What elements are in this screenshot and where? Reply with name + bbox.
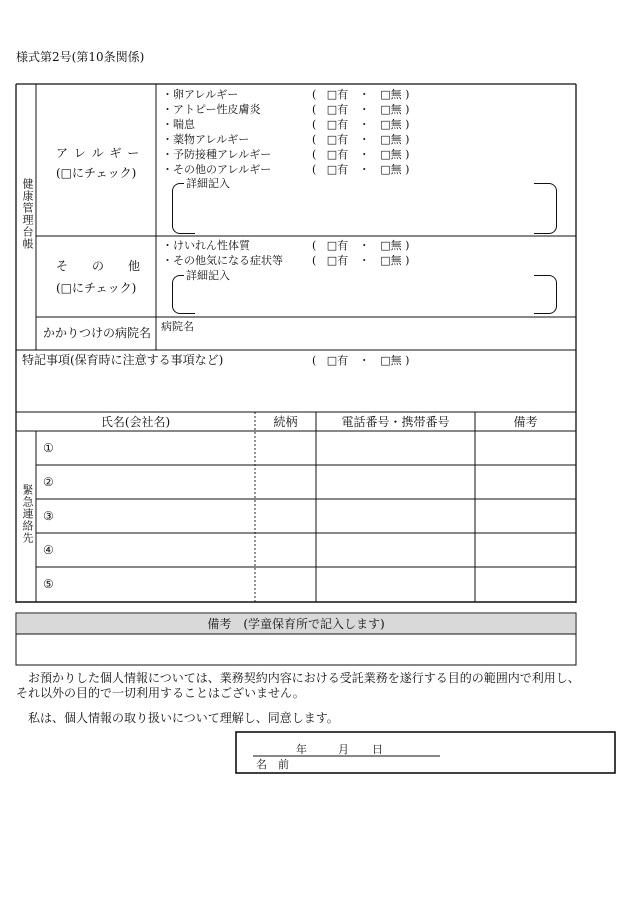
- allergy-detail-input[interactable]: [196, 190, 532, 228]
- other-item: ・けいれん性体質: [162, 239, 250, 252]
- consent-statement: 私は、個人情報の取り扱いについて理解し、同意します。: [28, 711, 339, 725]
- checkbox-yes[interactable]: □有: [326, 103, 349, 116]
- option-row: [312, 163, 409, 177]
- paren-close: ): [405, 118, 410, 131]
- separator-dot: ・: [358, 163, 370, 176]
- hospital-name-input[interactable]: [200, 320, 570, 346]
- paren-close: ): [405, 354, 410, 367]
- privacy-notice-line2: それ以外の目的で一切利用することはございません。: [16, 686, 305, 700]
- table-row-number: ⑤: [43, 577, 54, 591]
- checkbox-yes[interactable]: □有: [326, 254, 349, 267]
- col-header-relation: 続柄: [273, 415, 298, 429]
- emergency-contact-side-label: 緊急連絡先: [21, 484, 34, 544]
- hospital-label: かかりつけの病院名: [43, 326, 152, 340]
- separator-dot: ・: [358, 148, 370, 161]
- checkbox-yes[interactable]: □有: [326, 133, 349, 146]
- option-row: [312, 354, 409, 368]
- contact-name-input[interactable]: [60, 535, 253, 565]
- table-row-number: ①: [43, 441, 54, 455]
- checkbox-yes[interactable]: □有: [326, 148, 349, 161]
- detail-bracket-right: [534, 275, 557, 314]
- paren-open: (: [312, 354, 317, 367]
- separator-dot: ・: [358, 133, 370, 146]
- contact-name-input[interactable]: [60, 467, 253, 497]
- allergy-detail-label: 詳細記入: [186, 177, 230, 190]
- special-notes-label: 特記事項(保育時に注意する事項など): [22, 353, 224, 367]
- paren-open: (: [312, 163, 317, 176]
- checkbox-no[interactable]: □無: [380, 118, 402, 131]
- table-row-number: ④: [43, 543, 54, 557]
- name-label: 名 前: [256, 758, 289, 771]
- checkbox-no[interactable]: □無: [380, 354, 402, 367]
- date-day-label: 日: [372, 743, 383, 756]
- separator-dot: ・: [358, 103, 370, 116]
- hospital-field-label: 病院名: [161, 320, 194, 333]
- paren-open: (: [312, 103, 317, 116]
- option-row: [312, 88, 409, 102]
- separator-dot: ・: [358, 118, 370, 131]
- checkbox-no[interactable]: □無: [380, 148, 402, 161]
- signature-name-input[interactable]: [300, 758, 600, 771]
- separator-dot: ・: [358, 254, 370, 267]
- health-ledger-side-label: 健康管理台帳: [21, 178, 34, 250]
- date-month-label: 月: [338, 743, 349, 756]
- detail-bracket-right: [534, 183, 557, 234]
- paren-close: ): [405, 163, 410, 176]
- option-row: [312, 254, 409, 268]
- allergy-item: ・予防接種アレルギー: [162, 148, 272, 161]
- other-check-note: (□にチェック): [56, 281, 137, 295]
- privacy-notice-line1: お預かりした個人情報については、業務契約内容における受託業務を遂行する目的の範囲内で利用し、: [28, 671, 580, 685]
- checkbox-yes[interactable]: □有: [326, 118, 349, 131]
- paren-open: (: [312, 118, 317, 131]
- paren-close: ): [405, 254, 410, 267]
- checkbox-yes[interactable]: □有: [326, 88, 349, 101]
- separator-dot: ・: [358, 239, 370, 252]
- paren-open: (: [312, 254, 317, 267]
- paren-open: (: [312, 148, 317, 161]
- checkbox-no[interactable]: □無: [380, 88, 402, 101]
- checkbox-no[interactable]: □無: [380, 103, 402, 116]
- contact-name-input[interactable]: [60, 569, 253, 600]
- allergy-check-note: (□にチェック): [56, 166, 137, 180]
- allergy-item: ・喘息: [162, 118, 195, 131]
- allergy-item: ・薬物アレルギー: [162, 133, 250, 146]
- checkbox-no[interactable]: □無: [380, 163, 402, 176]
- contact-name-input[interactable]: [60, 433, 253, 463]
- table-row-number: ②: [43, 475, 54, 489]
- other-detail-label: 詳細記入: [186, 269, 230, 282]
- contact-name-input[interactable]: [60, 501, 253, 531]
- separator-dot: ・: [358, 354, 370, 367]
- allergy-item: ・その他のアレルギー: [162, 163, 272, 176]
- allergy-item: ・アトピー性皮膚炎: [162, 103, 261, 116]
- table-row-number: ③: [43, 509, 54, 523]
- remarks-input[interactable]: [18, 636, 574, 663]
- checkbox-yes[interactable]: □有: [326, 239, 349, 252]
- col-header-remarks: 備考: [513, 415, 538, 429]
- option-row: [312, 133, 409, 147]
- separator-dot: ・: [358, 88, 370, 101]
- checkbox-yes[interactable]: □有: [326, 354, 349, 367]
- date-year-label: 年: [296, 743, 307, 756]
- special-notes-input[interactable]: [22, 370, 570, 408]
- checkbox-no[interactable]: □無: [380, 133, 402, 146]
- other-detail-input[interactable]: [196, 283, 532, 310]
- paren-close: ): [405, 103, 410, 116]
- option-row: [312, 239, 409, 253]
- checkbox-no[interactable]: □無: [380, 239, 402, 252]
- paren-close: ): [405, 133, 410, 146]
- checkbox-no[interactable]: □無: [380, 254, 402, 267]
- other-label: そ の 他: [56, 259, 141, 273]
- checkbox-yes[interactable]: □有: [326, 163, 349, 176]
- allergy-label: ア レ ル ギ ー: [56, 146, 141, 160]
- paren-open: (: [312, 88, 317, 101]
- other-item: ・その他気になる症状等: [162, 254, 283, 267]
- remarks-header: 備考 (学童保育所で記入します): [207, 617, 385, 631]
- paren-open: (: [312, 239, 317, 252]
- col-header-name: 氏名(会社名): [100, 415, 171, 429]
- option-row: [312, 148, 409, 162]
- paren-close: ): [405, 148, 410, 161]
- allergy-item: ・卵アレルギー: [162, 88, 239, 101]
- form-number: 様式第2号(第10条関係): [16, 50, 145, 64]
- option-row: [312, 118, 409, 132]
- paren-close: ): [405, 239, 410, 252]
- paren-close: ): [405, 88, 410, 101]
- paren-open: (: [312, 133, 317, 146]
- col-header-phone: 電話番号・携帯番号: [341, 415, 450, 429]
- option-row: [312, 103, 409, 117]
